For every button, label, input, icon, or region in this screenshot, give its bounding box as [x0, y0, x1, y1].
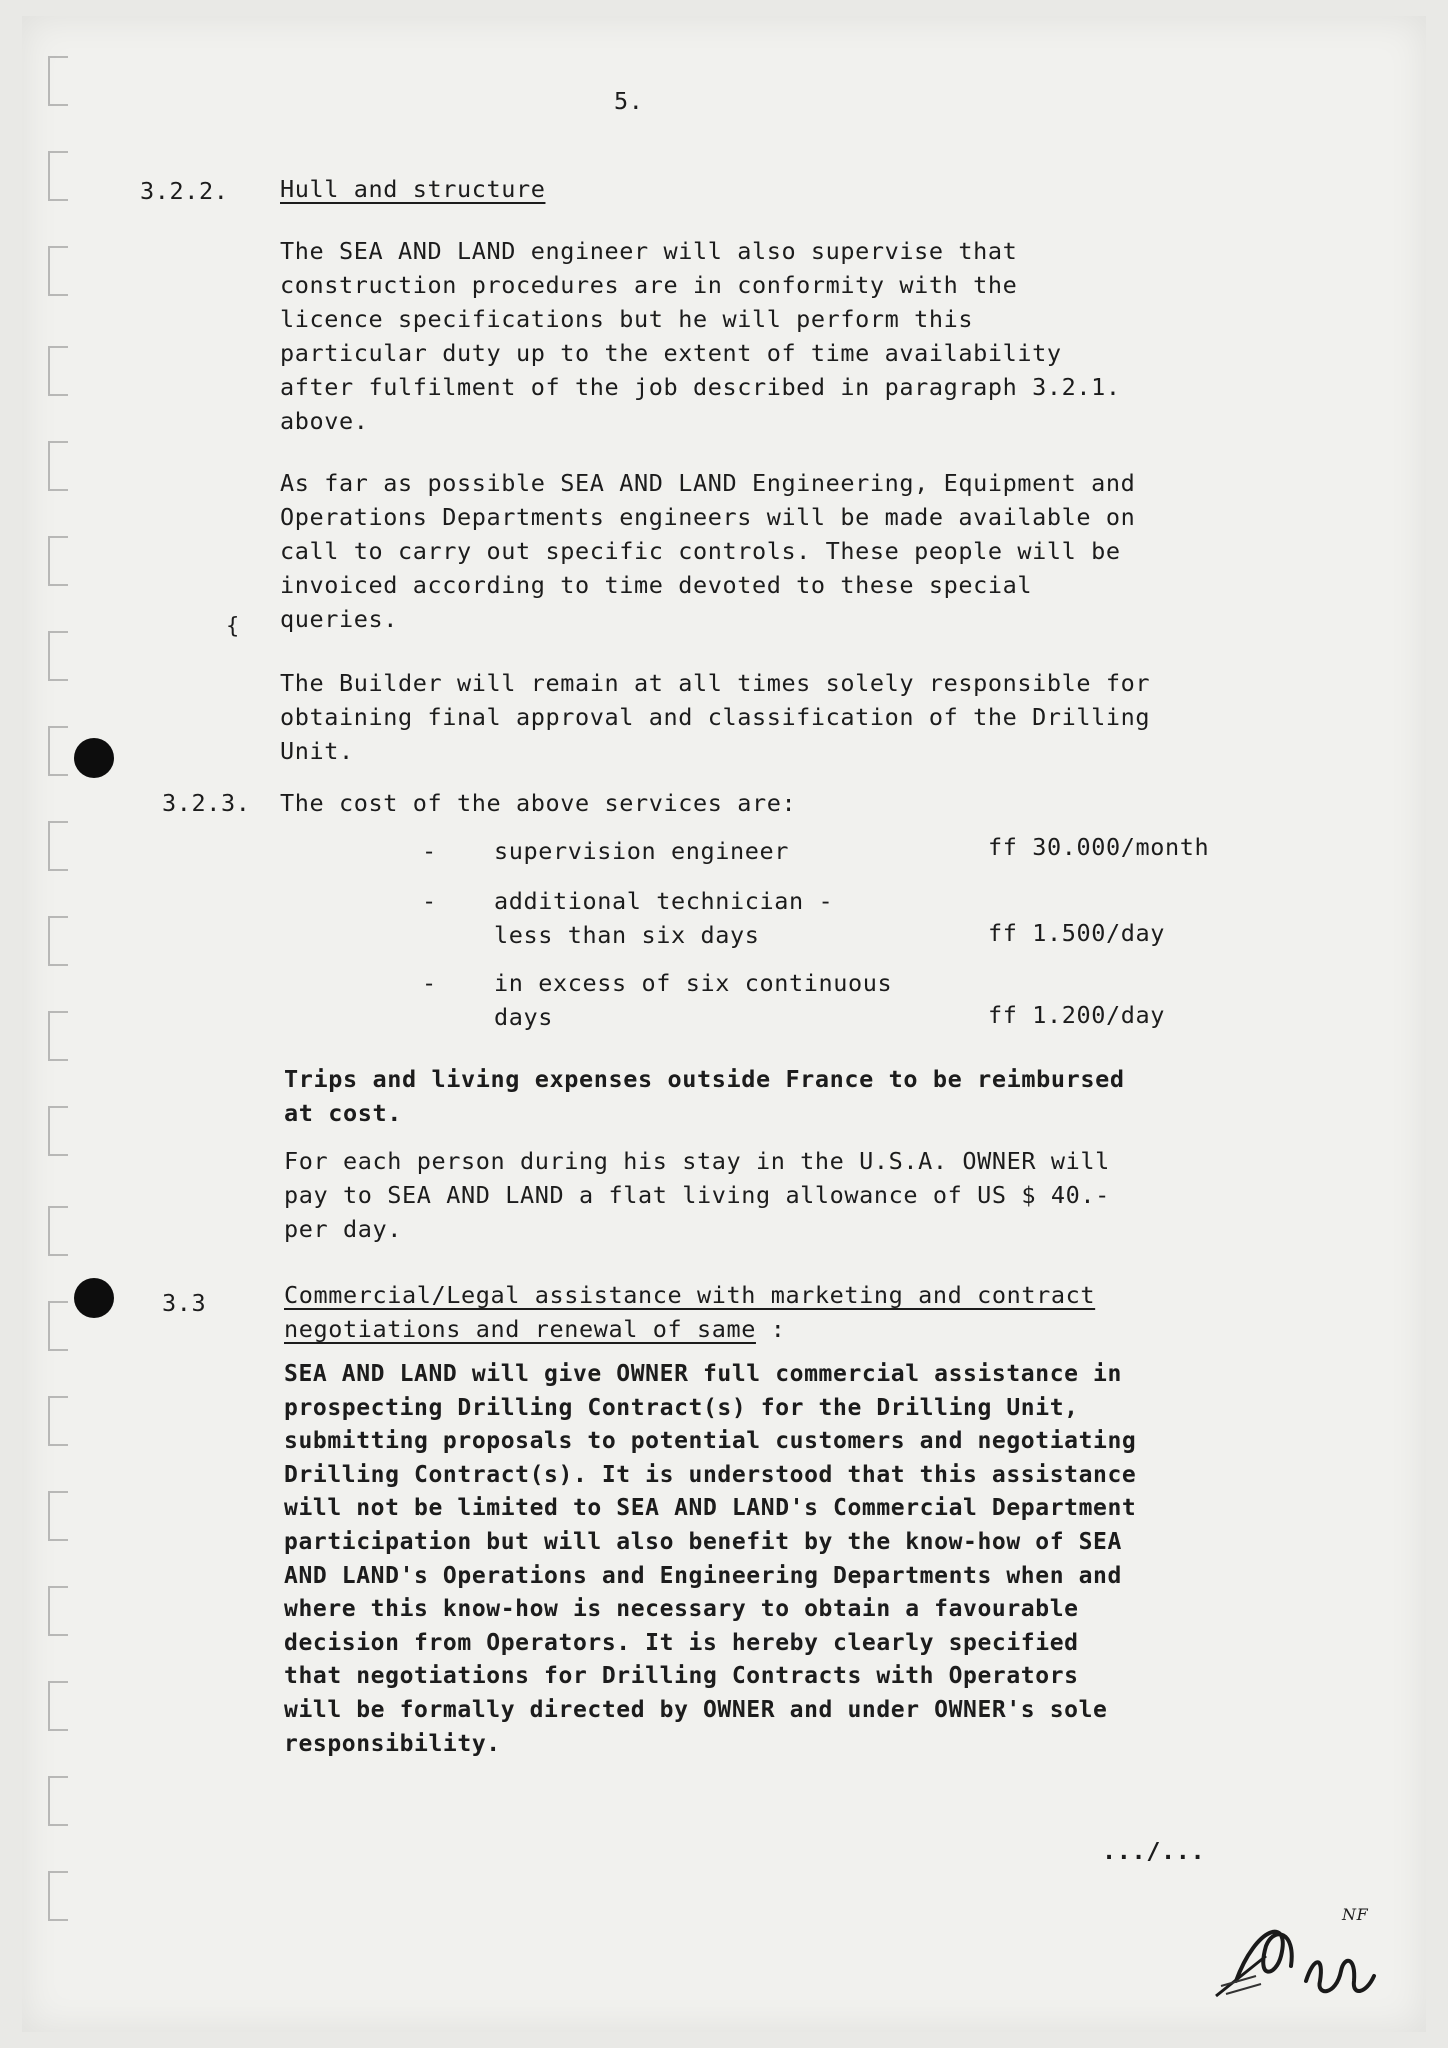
document-page: [22, 16, 1426, 2032]
cost-item-label: in excess of six continuous days: [494, 969, 893, 1031]
continuation-mark: .../...: [1102, 1837, 1206, 1865]
section-33-heading-colon: :: [755, 1315, 786, 1343]
section-323-allowance: For each person during his stay in the U.S.A. OWNER will pay to SEA AND LAND a flat living allowance of US $ 40.- per day.: [284, 1147, 1110, 1243]
section-322-para-2: As far as possible SEA AND LAND Engineering, Equipment and Operations Departments engineers will be made available on call to carry out specific controls. These people will be invoiced according to time devoted to these special queries.: [280, 469, 1136, 633]
page-number: 5.: [614, 87, 644, 115]
cost-item-price: ff 1.500/day: [988, 919, 1165, 947]
cost-dash: -: [422, 837, 437, 865]
section-322-number: 3.2.2.: [140, 177, 229, 205]
cost-dash: -: [422, 969, 437, 997]
margin-mark: {: [226, 614, 240, 639]
section-322-para-3: The Builder will remain at all times solely responsible for obtaining final approval and classification of the Drilling Unit.: [280, 669, 1151, 765]
page-edge-marks: [48, 56, 76, 1956]
section-323-trips: Trips and living expenses outside France to be reimbursed at cost.: [284, 1065, 1125, 1127]
cost-item-label: additional technician - less than six days: [494, 887, 834, 949]
cost-item-label: supervision engineer: [494, 837, 789, 865]
section-33-body: SEA AND LAND will give OWNER full commercial assistance in prospecting Drilling Contract(s) for the Drilling Unit, submitting proposals to potential customers and negotiating Drilling Contract(s). It is understood that this assistance will not be limited to SEA AND LAND's Commercial Department participation but will also benefit by the know-how of SEA AND LAND's Operations and Engineering Departments when and where this know-how is necessary to obtain a favourable decision from Operators. It is hereby clearly specified that negotiations for Drilling Contracts with Operators will be formally directed by OWNER and under OWNER's sole responsibility.: [284, 1361, 1137, 1757]
section-33-number: 3.3: [162, 1289, 207, 1317]
punch-hole-bottom: [74, 1278, 114, 1318]
section-33-heading-block: [284, 1278, 1095, 1346]
initials-note: NF: [1342, 1905, 1369, 1924]
section-323-intro: The cost of the above services are:: [280, 789, 797, 817]
cost-item-price: ff 30.000/month: [988, 833, 1210, 861]
handwritten-signature: [1196, 1886, 1386, 2006]
section-322-heading: Hull and structure: [280, 175, 546, 203]
punch-hole-top: [74, 738, 114, 778]
cost-item-price: ff 1.200/day: [988, 1001, 1165, 1029]
cost-dash: -: [422, 887, 437, 915]
section-323-number: 3.2.3.: [162, 789, 251, 817]
section-33-heading: Commercial/Legal assistance with marketing and contract negotiations and renewal of same: [284, 1281, 1096, 1343]
section-322-para-1: The SEA AND LAND engineer will also supervise that construction procedures are in conformity with the licence specifications but he will perform this particular duty up to the extent of time availability after fulfilment of the job described in paragraph 3.2.1. above.: [280, 237, 1121, 435]
